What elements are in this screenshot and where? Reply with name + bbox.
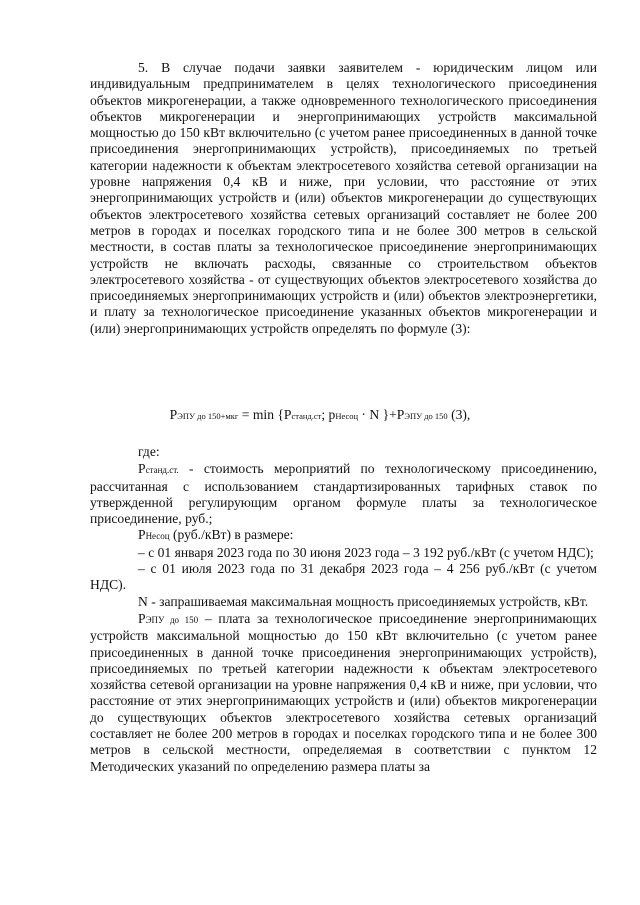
symbol-p-std-sub: станд.ст.	[145, 465, 179, 476]
formula-sub-epu: ЭПУ до 150	[404, 411, 448, 421]
formula-sub-std: станд.ст	[291, 411, 322, 421]
definition-p-std-text: - стоимость мероприятий по технологическому присоединению, рассчитанная с использованием стандартизированных тарифных ставок по утвержденной регулирующим органом формуле платы за технологическое присоединение, руб.;	[90, 461, 597, 527]
definition-p-nesots	[90, 527, 597, 544]
paragraph-block	[90, 60, 597, 337]
formula-lhs-sub: ЭПУ до 150+мкг	[177, 411, 239, 421]
definition-p-std	[90, 461, 597, 527]
symbol-p-epu: P	[138, 610, 146, 626]
symbol-p-nesots: P	[138, 527, 146, 543]
definitions-block	[90, 444, 597, 775]
formula-3	[0, 406, 640, 425]
formula-tail: (3),	[447, 407, 471, 422]
where-label: где:	[138, 444, 160, 459]
symbol-p-std: P	[138, 461, 146, 477]
definition-p-nesots-text: (руб./кВт) в размере:	[169, 527, 294, 543]
definition-p-epu	[90, 611, 597, 775]
formula-sub-nesots: Несоц	[335, 411, 359, 421]
rate-item-1: – с 01 января 2023 года по 30 июня 2023 года – 3 192 руб./кВт (с учетом НДС);	[138, 544, 594, 560]
symbol-p-epu-sub: ЭПУ до 150	[145, 614, 199, 625]
formula-times: · N }+P	[358, 407, 405, 422]
symbol-p-nesots-sub: Несоц	[145, 531, 170, 542]
definition-p-epu-text: – плата за технологическое присоединение энергопринимающих устройств максимальной мощностью до 150 кВт включительно (с учетом ранее присоединенных в данной точке присоединения энергопринимающих устройств), присоединяемых по третьей категории надежности к объектам электросетевого хозяйства сетевой организации на уровне напряжения 0,4 кВ и ниже, при условии, что расстояние от этих энергопринимающих устройств и (или) объектов микрогенерации до существующих объектов электросетевого хозяйства сетевых организаций составляет не более 200 метров в городах и поселках городского типа и не более 300 метров в сельской местности, определяемая в соответствии с пунктом 12 Методических указаний по определению размера платы за	[90, 610, 597, 774]
formula-lhs: P	[169, 407, 178, 422]
definition-n: N - запрашиваемая максимальная мощность присоединяемых устройств, кВт.	[138, 593, 589, 609]
paragraph-5: 5. В случае подачи заявки заявителем - юридическим лицом или индивидуальным предпринимателем в целях технологического присоединения объектов микрогенерации, а также одновременного технологического присоединения объектов микрогенерации и энергопринимающих устройств максимальной мощностью до 150 кВт включительно (с учетом ранее присоединенных в данной точке присоединения энергопринимающих устройств), присоединяемых по третьей категории надежности к объектам электросетевого хозяйства сетевой организации на уровне напряжения 0,4 кВ и ниже, при условии, что расстояние от этих энергопринимающих устройств и (или) объектов микрогенерации до существующих объектов электросетевого хозяйства сетевых организаций составляет не более 200 метров в городах и поселках городского типа и не более 300 метров в сельской местности, в состав платы за технологическое присоединение энергопринимающих устройств не включать расходы, связанные со строительством объектов электросетевого хозяйства - от существующих объектов электросетевого хозяйства до присоединяемых энергопринимающих устройств и (или) объектов электроэнергетики, и плату за технологическое присоединение указанных объектов микрогенерации и (или) энергопринимающих устройств определять по формуле (3):	[90, 60, 597, 336]
formula-mid: ; p	[321, 407, 336, 422]
rate-item-2: – с 01 июля 2023 года по 31 декабря 2023 года – 4 256 руб./кВт (с учетом НДС).	[90, 561, 597, 593]
formula-eq: = min {P	[238, 407, 292, 422]
